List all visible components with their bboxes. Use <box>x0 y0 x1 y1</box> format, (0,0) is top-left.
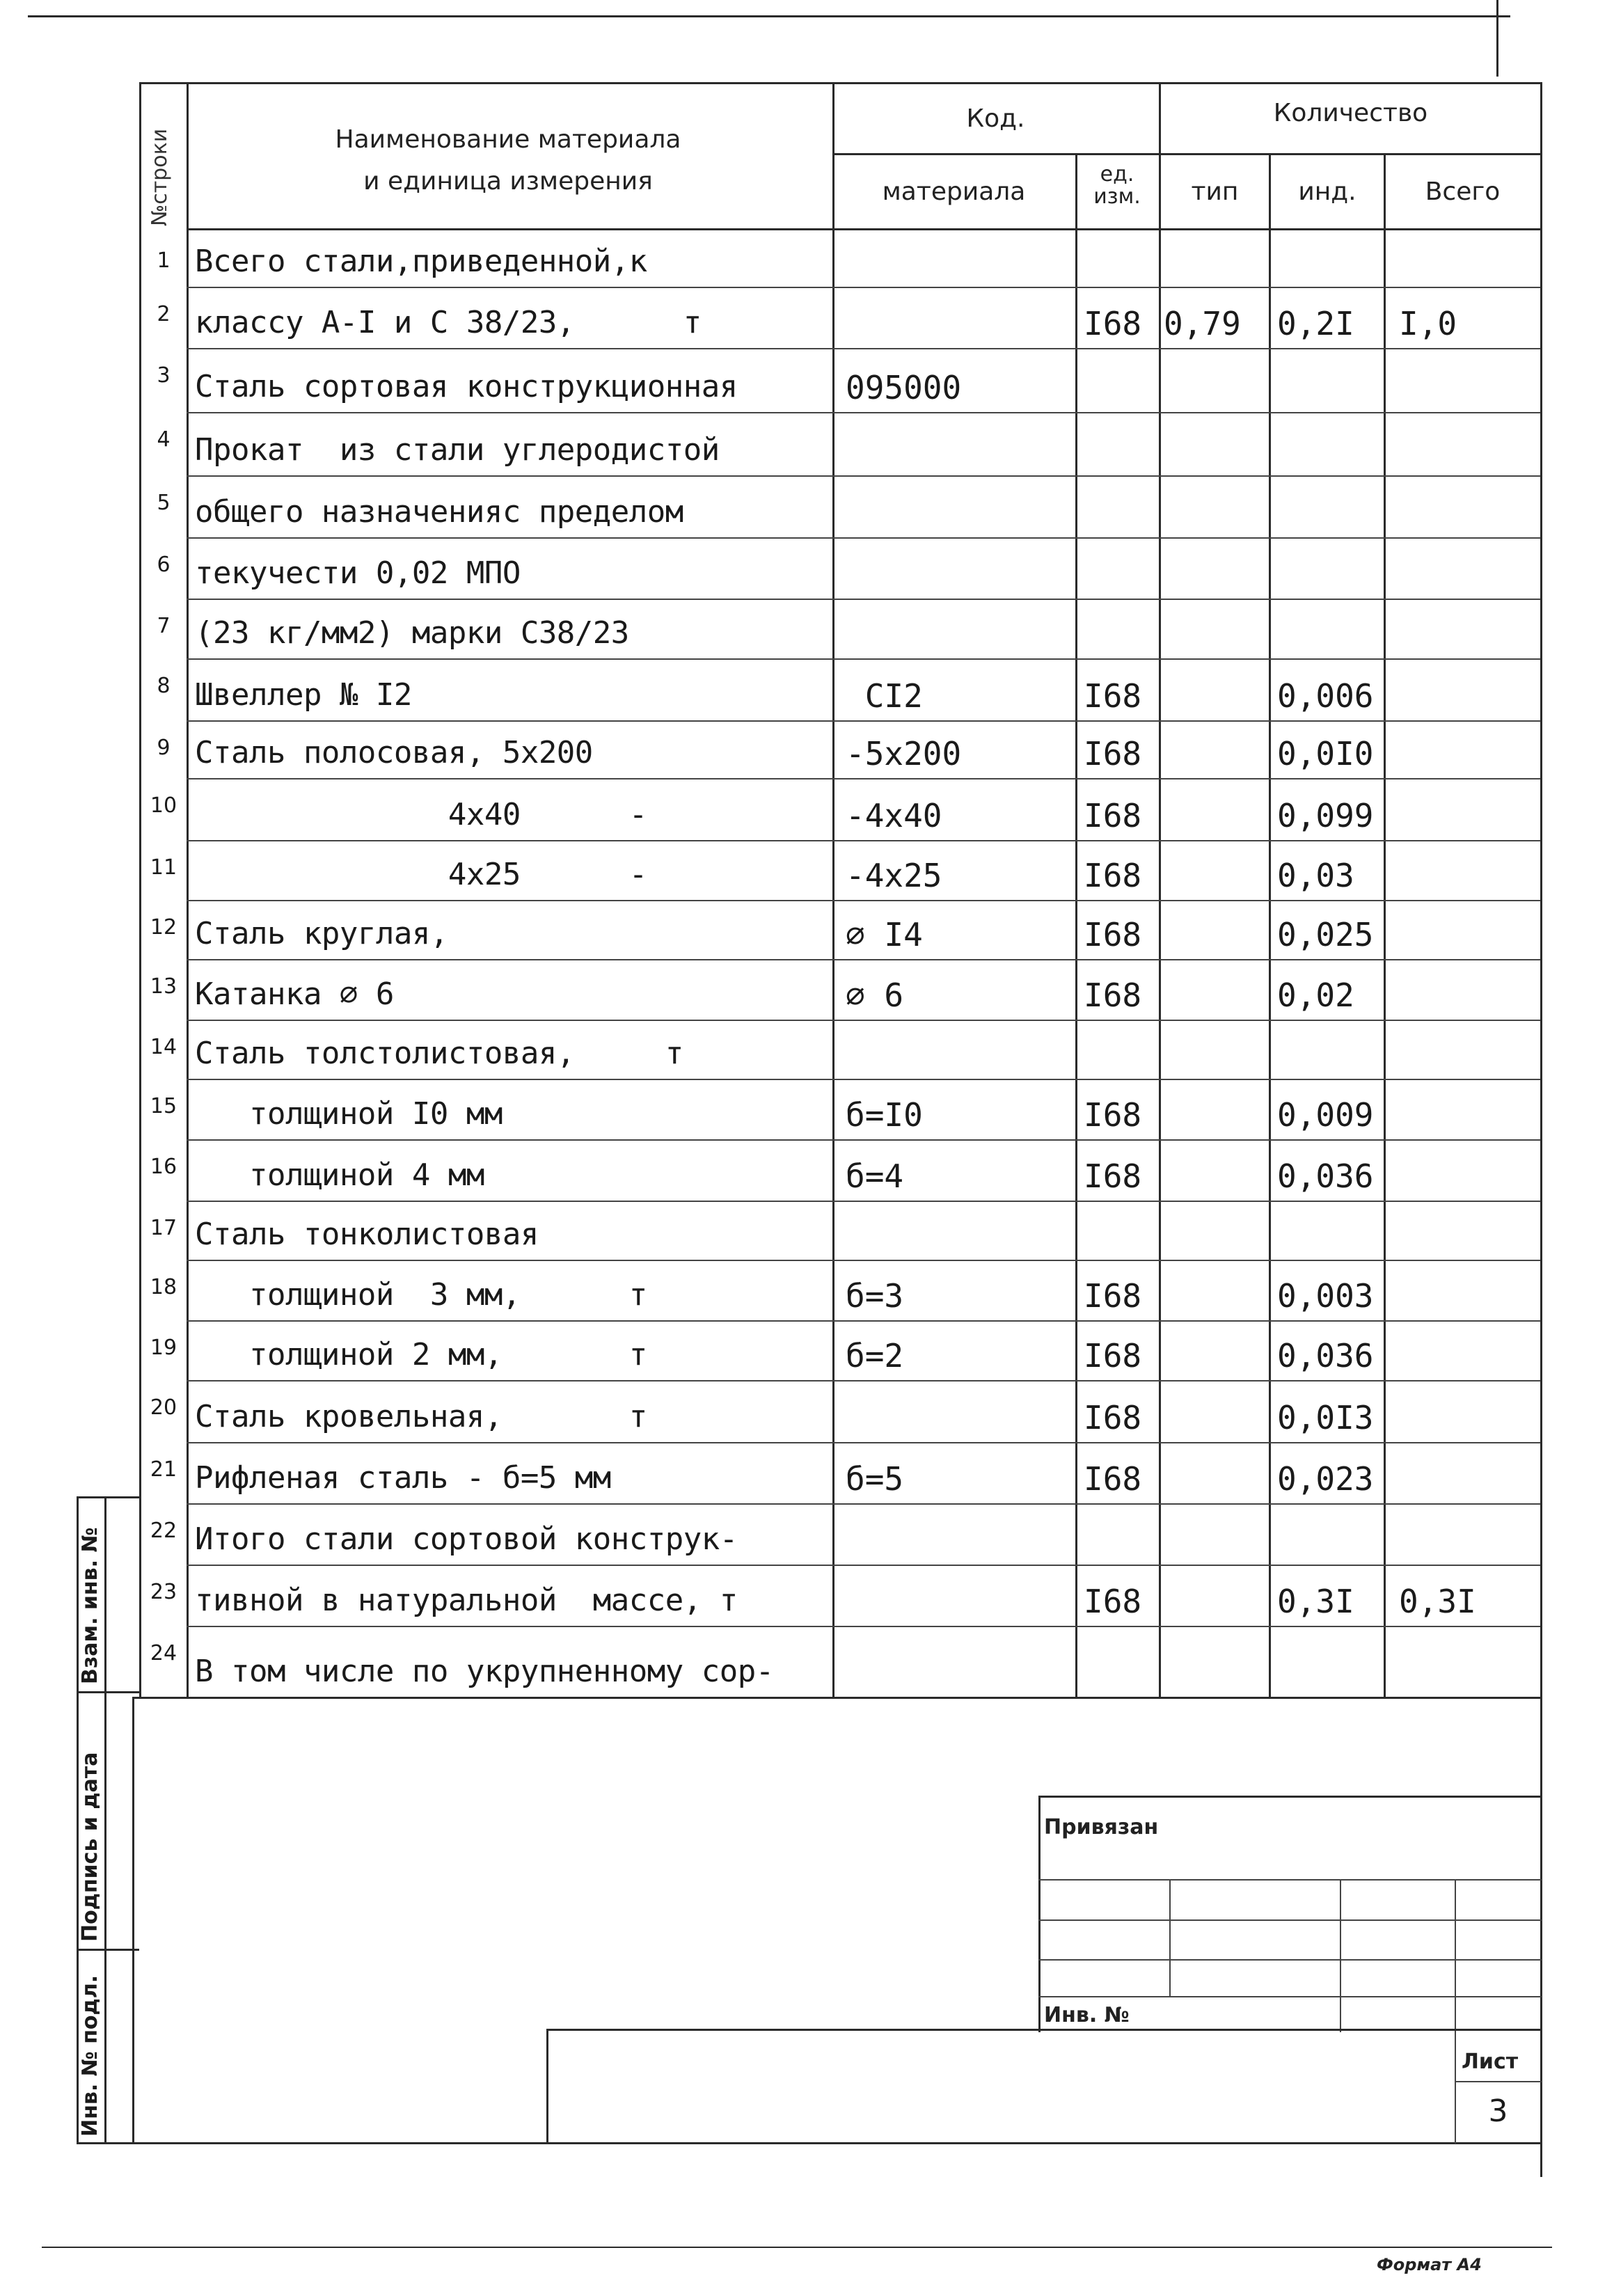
cell-name: 4х40 - <box>195 797 647 832</box>
row-number: 8 <box>157 674 171 698</box>
table-bottom-border <box>132 1697 1542 1699</box>
cell-name: В том числе по укрупненному сор- <box>195 1654 774 1689</box>
row-divider <box>187 1079 1540 1080</box>
format-label: Формат А4 <box>1377 2255 1482 2274</box>
row-number: 11 <box>150 855 177 880</box>
header-sub-border <box>832 153 1540 155</box>
stamp-main-left <box>546 2029 548 2142</box>
row-number: 14 <box>150 1035 177 1059</box>
row-divider <box>187 1626 1540 1627</box>
cell-unit: I68 <box>1084 1157 1142 1195</box>
cell-ind: 0,006 <box>1277 677 1374 715</box>
bottom-area-left-border <box>132 1697 134 2142</box>
header-code: Код. <box>966 104 1025 133</box>
stamp-main-top <box>546 2029 1542 2031</box>
table-right-border <box>1540 82 1542 2177</box>
header-qty-total: Всего <box>1425 177 1501 206</box>
titleblock-top <box>1038 1796 1542 1798</box>
cell-code: -4х25 <box>846 857 942 894</box>
row-divider <box>187 1380 1540 1381</box>
cell-code: ⌀ 6 <box>846 976 904 1014</box>
cell-name: общего назначенияс пределом <box>195 494 683 530</box>
header-qty-type: тип <box>1191 177 1239 206</box>
cell-unit: I68 <box>1084 916 1142 953</box>
cell-unit: I68 <box>1084 1399 1142 1436</box>
header-bottom-border <box>187 228 1540 230</box>
left-stamp-line-3 <box>77 1949 139 1951</box>
cell-code: -5х200 <box>846 735 962 773</box>
cell-unit: I68 <box>1084 1277 1142 1315</box>
cell-ind: 0,036 <box>1277 1157 1374 1195</box>
cell-unit: I68 <box>1084 1460 1142 1498</box>
cell-unit: I68 <box>1084 305 1142 342</box>
cell-code: б=I0 <box>846 1096 923 1134</box>
titleblock-line-4 <box>1038 1996 1542 1997</box>
row-number: 18 <box>150 1275 177 1299</box>
cell-ind: 0,03 <box>1277 857 1354 894</box>
row-divider <box>187 778 1540 779</box>
row-number: 9 <box>157 736 171 760</box>
cell-ind: 0,009 <box>1277 1096 1374 1134</box>
cell-unit: I68 <box>1084 677 1142 715</box>
header-code-material: материала <box>882 177 1026 206</box>
header-name-line2: и единица измерения <box>363 167 653 196</box>
cell-unit: I68 <box>1084 1337 1142 1375</box>
cell-ind: 0,2I <box>1277 305 1354 342</box>
cell-code: б=3 <box>846 1277 904 1315</box>
row-divider <box>187 658 1540 660</box>
row-divider <box>187 348 1540 349</box>
cell-name: Сталь тонколистовая <box>195 1217 539 1252</box>
cell-name: Сталь круглая, <box>195 916 448 951</box>
row-divider <box>187 412 1540 413</box>
cell-typ: 0,79 <box>1164 305 1241 342</box>
row-number: 13 <box>150 974 177 999</box>
ind-col-border <box>1384 153 1386 1697</box>
row-divider <box>187 1139 1540 1141</box>
cell-name: Сталь полосовая, 5х200 <box>195 735 593 770</box>
row-divider <box>187 1020 1540 1021</box>
cell-unit: I68 <box>1084 1583 1142 1620</box>
cell-name: классу А-I и С 38/23, т <box>195 305 702 340</box>
row-number: 19 <box>150 1336 177 1360</box>
row-number: 23 <box>150 1580 177 1604</box>
titleblock-col-1 <box>1169 1879 1171 1996</box>
row-divider <box>187 1201 1540 1202</box>
left-stamp-line-1 <box>77 1496 139 1498</box>
row-number-col-border <box>187 82 189 1697</box>
row-number: 4 <box>157 427 171 452</box>
cell-code: CI2 <box>846 677 923 715</box>
cell-name: толщиной 4 мм <box>195 1157 484 1193</box>
cell-unit: I68 <box>1084 857 1142 894</box>
sheet-label: Лист <box>1462 2050 1519 2074</box>
row-number: 16 <box>150 1155 177 1179</box>
row-number: 6 <box>157 553 171 577</box>
row-divider <box>187 537 1540 539</box>
right-border-outer <box>1496 0 1498 77</box>
row-divider <box>187 959 1540 960</box>
qty-col-border <box>1159 82 1161 1697</box>
cell-unit: I68 <box>1084 1096 1142 1134</box>
page-bottom-border <box>77 2142 1542 2144</box>
cell-total: I,0 <box>1399 305 1457 342</box>
cell-code: ⌀ I4 <box>846 916 923 953</box>
cell-ind: 0,02 <box>1277 976 1354 1014</box>
sheet-number: 3 <box>1488 2093 1508 2129</box>
cell-name: толщиной I0 мм <box>195 1096 503 1132</box>
row-number: 5 <box>157 491 171 515</box>
cell-name: Прокат из стали углеродистой <box>195 432 720 468</box>
header-row-number: №строки <box>148 128 172 226</box>
cell-ind: 0,025 <box>1277 916 1374 953</box>
row-number: 22 <box>150 1519 177 1543</box>
row-number: 15 <box>150 1094 177 1118</box>
top-border <box>28 15 1510 17</box>
titleblock-line-1 <box>1038 1879 1542 1881</box>
cell-ind: 0,003 <box>1277 1277 1374 1315</box>
cell-unit: I68 <box>1084 976 1142 1014</box>
header-qty-ind: инд. <box>1298 177 1356 206</box>
cell-code: б=4 <box>846 1157 904 1195</box>
cell-code: 095000 <box>846 369 962 406</box>
row-divider <box>187 1442 1540 1443</box>
cell-ind: 0,036 <box>1277 1337 1374 1375</box>
titleblock-line-3 <box>1038 1959 1542 1961</box>
titleblock-col-2 <box>1340 1879 1341 2032</box>
footer-line <box>42 2247 1552 2248</box>
titleblock-line-2 <box>1038 1919 1542 1921</box>
row-number: 1 <box>157 248 171 273</box>
row-number: 10 <box>150 793 177 818</box>
cell-ind: 0,023 <box>1277 1460 1374 1498</box>
cell-code: б=5 <box>846 1460 904 1498</box>
cell-ind: 0,0I0 <box>1277 735 1374 773</box>
row-number: 20 <box>150 1395 177 1420</box>
row-number: 17 <box>150 1216 177 1240</box>
cell-code: -4х40 <box>846 797 942 834</box>
cell-name: 4х25 - <box>195 857 647 892</box>
row-number: 7 <box>157 614 171 638</box>
cell-name: Сталь сортовая конструкционная <box>195 369 738 404</box>
table-top-border <box>139 82 1542 84</box>
left-stamp-line-2 <box>77 1691 139 1693</box>
row-number: 2 <box>157 302 171 326</box>
header-code-unit: ед. изм. <box>1093 162 1141 209</box>
cell-name: тивной в натуральной массе, т <box>195 1583 738 1618</box>
cell-code: б=2 <box>846 1337 904 1375</box>
inv-no-label: Инв. № <box>1044 2003 1130 2027</box>
row-divider <box>187 287 1540 288</box>
side-label-podpis: Подпись и дата <box>78 1752 102 1942</box>
row-divider <box>187 1503 1540 1505</box>
row-divider <box>187 1260 1540 1261</box>
privyazan-label: Привязан <box>1044 1815 1159 1839</box>
row-number: 21 <box>150 1457 177 1482</box>
row-divider <box>187 840 1540 841</box>
row-divider <box>187 720 1540 722</box>
row-divider <box>187 900 1540 901</box>
row-divider <box>187 1565 1540 1566</box>
left-stamp-inner <box>104 1496 106 2144</box>
cell-name: Сталь толстолистовая, т <box>195 1036 683 1071</box>
cell-name: толщиной 2 мм, т <box>195 1337 647 1372</box>
cell-name: Сталь кровельная, т <box>195 1399 647 1434</box>
cell-name: Рифленая сталь - б=5 мм <box>195 1460 611 1496</box>
row-divider <box>187 1320 1540 1322</box>
sheet-divider <box>1455 2081 1542 2082</box>
cell-name: (23 кг/мм2) марки С38/23 <box>195 615 629 651</box>
cell-name: толщиной 3 мм, т <box>195 1277 647 1313</box>
header-quantity: Количество <box>1273 99 1428 127</box>
cell-name: Итого стали сортовой конструк- <box>195 1521 738 1557</box>
cell-total: 0,3I <box>1399 1583 1476 1620</box>
cell-name: Швеллер № I2 <box>195 677 412 713</box>
side-label-inv-podl: Инв. № подл. <box>78 1974 102 2137</box>
row-number: 12 <box>150 915 177 940</box>
typ-col-border <box>1269 153 1271 1697</box>
row-number: 24 <box>150 1641 177 1665</box>
cell-unit: I68 <box>1084 735 1142 773</box>
cell-ind: 0,099 <box>1277 797 1374 834</box>
row-number: 3 <box>157 363 171 388</box>
code-col-border <box>832 82 834 1697</box>
cell-name: текучести 0,02 МПО <box>195 555 521 591</box>
header-name-line1: Наименование материала <box>335 125 681 154</box>
cell-ind: 0,3I <box>1277 1583 1354 1620</box>
side-label-vzam: Взам. инв. № <box>78 1527 102 1684</box>
cell-name: Всего стали,приведенной,к <box>195 244 647 279</box>
cell-ind: 0,0I3 <box>1277 1399 1374 1436</box>
cell-name: Катанка ⌀ 6 <box>195 976 394 1012</box>
main-table-left-border <box>139 82 141 1697</box>
cell-unit: I68 <box>1084 797 1142 834</box>
row-divider <box>187 599 1540 600</box>
row-divider <box>187 475 1540 477</box>
unit-col-border <box>1075 153 1077 1697</box>
